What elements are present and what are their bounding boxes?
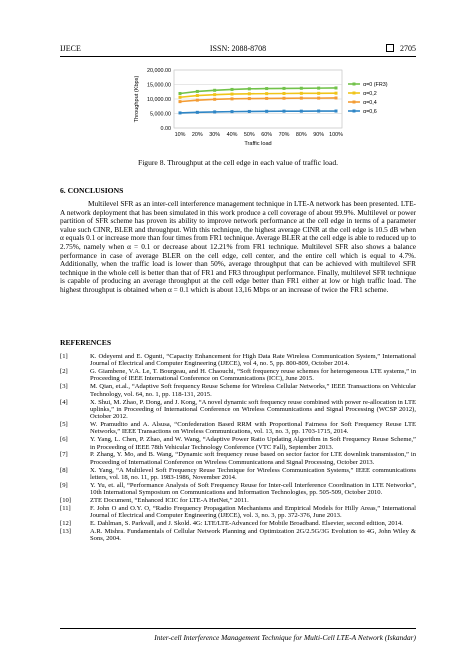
reference-item (60, 505, 416, 520)
reference-item (60, 399, 416, 421)
data-point (317, 110, 320, 113)
legend-marker (353, 83, 356, 86)
reference-text: P. Zhang, Y. Mo, and B. Wang, “Dynamic soft frequency reuse based on sector factor for LTE downlink transmission,” in Proceeding of International Conference on Wireless Communications and Signal Processing, October 2013. (90, 451, 416, 466)
x-tick-label: 20% (191, 132, 203, 138)
journal-name: IJECE (60, 44, 81, 53)
reference-item (60, 520, 416, 527)
data-point (283, 110, 286, 113)
reference-number: [5] (60, 421, 68, 429)
reference-item (60, 451, 416, 466)
reference-text: F. John O and O.Y. O, “Radio Frequency Propagation Mechanisms and Empirical Models for Hilly Areas,” International Journal of Electrical and Computer Engineering (IJECE), vol. 3, no. 3, pp. 372-376, June 2013. (90, 504, 416, 520)
page-header (60, 44, 416, 56)
data-point (265, 110, 268, 113)
reference-number: [6] (60, 436, 68, 444)
reference-number: [1] (60, 353, 68, 360)
reference-item (60, 497, 416, 504)
reference-item (60, 436, 416, 451)
reference-text: W. Pramudito and A. Alsusa, “Confederation Based RRM with Proportional Fairness for Soft Frequency Reuse LTE Networks,” IEEE Transactions on Wireless Communications, vol. 13, no. 3, pp. 1703-1715, 2014. (90, 421, 416, 436)
reference-number: [7] (60, 451, 68, 459)
reference-text: M. Qian, et.al., “Adaptive Soft frequency Reuse Scheme for Wireless Cellular Networks,” IEEE Transactions on Vehicular Technology, vol. 64, no. 1, pp. 118-131, 2015. (90, 383, 416, 398)
legend-marker (353, 110, 356, 113)
header-rule (60, 56, 416, 57)
data-point (248, 97, 251, 100)
reference-text: X. Shui, M. Zhao, P. Dong, and J. Kong, “A novel dynamic soft frequency reuse combined with power re-allocation in LTE uplinks,” in Proceeding of International Conference on Wireless Communications and Signal Processing (WCSP 2012), October 2012. (90, 398, 416, 421)
x-tick-label: 40% (226, 132, 238, 138)
data-point (265, 92, 268, 95)
reference-number: [2] (60, 368, 68, 376)
page-number: 2705 (400, 44, 416, 53)
page-footer: Inter-cell Interference Management Technique for Multi-Cell LTE-A Network (Iskandar) (154, 633, 416, 642)
x-tick-label: 100% (329, 132, 343, 138)
reference-number: [13] (60, 527, 71, 535)
figure-caption: Figure 8. Throughput at the cell edge in each value of traffic load. (137, 158, 339, 167)
data-point (196, 94, 199, 97)
data-point (196, 99, 199, 102)
reference-list (60, 353, 416, 543)
legend-label: α=0,2 (363, 91, 377, 97)
reference-number: [9] (60, 481, 68, 489)
data-point (213, 93, 216, 96)
reference-number: [11] (60, 504, 71, 512)
y-tick-label: 10,000.00 (147, 97, 171, 103)
data-point (248, 110, 251, 113)
x-tick-label: 70% (278, 132, 290, 138)
data-point (179, 92, 182, 95)
data-point (213, 89, 216, 92)
data-point (231, 97, 234, 100)
reference-text: G. Giambene, V.A. Le, T. Bourgeau, and H. Chaouchi, “Soft frequency reuse schemes for heterogeneous LTE systems,” in Proceeding of IEEE International Conference on Communications (ICC), June 2015. (90, 368, 416, 383)
legend-label: α=0,4 (363, 100, 377, 106)
reference-text: A.R. Mishra. Fundamentals of Cellular Network Planning and Optimization 2G/2.5G/3G Evolution to 4G, John Wiley & Sons, 2004. (90, 527, 416, 543)
y-tick-label: 20,000.00 (147, 68, 171, 74)
x-tick-label: 50% (243, 132, 255, 138)
data-point (196, 90, 199, 93)
data-point (335, 110, 338, 113)
reference-item (60, 467, 416, 482)
reference-item (60, 383, 416, 398)
data-point (196, 111, 199, 114)
reference-number: [12] (60, 520, 71, 528)
x-tick-label: 10% (174, 132, 186, 138)
data-point (317, 97, 320, 100)
data-point (265, 97, 268, 100)
reference-item (60, 353, 416, 368)
y-tick-label: 15,000.00 (147, 82, 171, 89)
data-point (231, 88, 234, 91)
data-point (300, 110, 303, 113)
y-axis-label: Throughput (Kbps) (134, 75, 140, 123)
reference-item (60, 368, 416, 383)
data-point (300, 97, 303, 100)
reference-text: E. Dahlman, S. Parkvall, and J. Skold. 4G: LTE/LTE-Advanced for Mobile Broadband. Elsevier, second edition, 2014. (90, 520, 403, 528)
data-point (283, 97, 286, 100)
data-point (265, 87, 268, 90)
data-point (283, 92, 286, 95)
footer-rule (60, 628, 416, 629)
data-point (335, 92, 338, 95)
reference-text: Y. Yu, et. all, “Performance Analysis of Soft Frequency Reuse for Inter-cell Interference Coordination in LTE Networks”, 10th International Symposium on Communications and Information Technologies, pp. 505-509, October 2010. (90, 481, 416, 497)
reference-number: [10] (60, 496, 71, 504)
legend-label: α=0,6 (363, 109, 377, 115)
data-point (213, 98, 216, 101)
x-tick-label: 80% (295, 132, 307, 138)
x-axis-label: Traffic load (244, 141, 272, 147)
reference-number: [8] (60, 466, 68, 474)
x-tick-label: 90% (313, 132, 325, 138)
data-point (213, 110, 216, 113)
legend-label: α=0 (FR3) (363, 82, 388, 88)
page-number-block (386, 44, 416, 53)
reference-number: [4] (60, 398, 68, 406)
reference-text: X. Yang, “A Multilevel Soft Frequency Reuse Technique for Wireless Communication Systems,” IEEE communications letters, vol. 18, no. 11, pp. 1983-1986, November 2014. (90, 466, 416, 481)
data-point (248, 87, 251, 90)
reference-item (60, 421, 416, 436)
references-heading: REFERENCES (60, 338, 112, 347)
data-point (231, 93, 234, 96)
x-tick-label: 60% (261, 132, 273, 138)
throughput-chart (110, 62, 400, 154)
data-point (300, 87, 303, 90)
data-point (335, 86, 338, 89)
data-point (283, 87, 286, 90)
data-point (317, 87, 320, 90)
data-point (179, 111, 182, 114)
data-point (179, 96, 182, 99)
data-point (300, 92, 303, 95)
reference-text: K. Odeyemi and E. Ogunti, “Capacity Enhancement for High Data Rate Wireless Communication System,” International Journal of Electrical and Computer Engineering (IJECE), vol 4, no. 5, pp. 800-809, October 2014. (90, 353, 416, 368)
data-point (335, 96, 338, 99)
data-point (231, 110, 234, 113)
legend-marker (353, 92, 356, 95)
legend-marker (353, 101, 356, 104)
issn: ISSN: 2088-8708 (209, 44, 267, 53)
data-point (317, 92, 320, 95)
x-tick-label: 30% (209, 132, 221, 138)
data-point (179, 100, 182, 103)
conclusions-text: Multilevel SFR as an inter-cell interference management technique in LTE-A network has been presented. LTE-A network deployment that has been simulated in this work produce a cell coverage of about 99.9%. Multilevel or power partition of SFR scheme has proven its ability to improve network performance at the cell edge in terms of a parameter value such CINR, BLER and throughput. With this technique, the highest average CINR at the cell edge is 10.5 dB when α equals 0.1 or increase more than four times from FR1 technique. Average BLER at the cell edge is able to reduced up to 2.75%, namely when α = 0.1 or decrease about 12.21% from FR1 technique. Multilevel SFR also shows a balance performance in case of average BLER on the cell edge, cell center, and the entire cell which is equal to 4.7%. Additionally, when the traffic load is lower than 50%, average throughput that can be achieved with multilevel SFR technique in the whole cell is better than that of FR1 and FR3 throughput performance. Finally, multilevel SFR technique is capable of producing an average throughput at the cell edge better than FR1 either at low or high traffic load. The highest throughput is obtained when α = 0.1 which is about 13,16 Mbps or an increase of twice the FR1 scheme. (60, 199, 416, 294)
reference-item (60, 482, 416, 497)
y-tick-label: 5,000.00 (150, 111, 171, 118)
square-icon (386, 44, 394, 52)
reference-text: Y. Yang, L. Chen, P. Zhao, and W. Wang, “Adaptive Power Ratio Updating Algorithm in Soft Frequency Reuse Scheme,” in Proceeding of IEEE 78th Vehicular Technology Conference (VTC Fall), September 2013. (90, 436, 416, 451)
conclusions-heading: 6. CONCLUSIONS (60, 186, 124, 195)
reference-number: [3] (60, 383, 68, 391)
y-tick-label: 0.00 (160, 126, 171, 132)
reference-item (60, 528, 416, 543)
data-point (248, 92, 251, 95)
reference-text: ZTE Document, “Enhanced ICIC for LTE-A HetNet,” 2011. (90, 496, 249, 504)
